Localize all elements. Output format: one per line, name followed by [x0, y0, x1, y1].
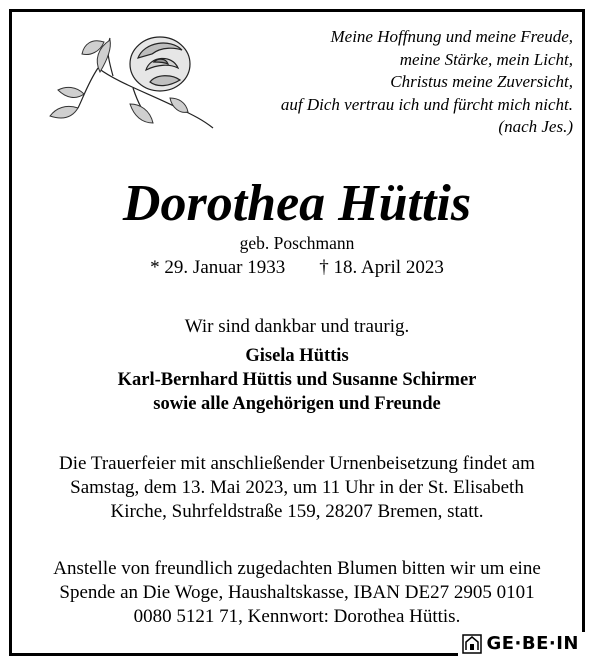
gebein-logo-text: GE·BE·IN: [486, 633, 579, 654]
funeral-line: Kirche, Suhrfeldstraße 159, 28207 Bremen, statt.: [110, 501, 484, 522]
funeral-line: Die Trauerfeier mit anschließender Urnenbeisetzung findet am: [59, 453, 535, 474]
verse-source: (nach Jes.): [498, 117, 573, 136]
gebein-logo: [458, 632, 585, 656]
gebein-logo-icon: [462, 634, 482, 654]
mourners-intro: Wir sind dankbar und traurig.: [184, 316, 410, 337]
donation-line: 0080 5121 71, Kennwort: Dorothea Hüttis.: [133, 606, 461, 627]
verse-line: meine Stärke, mein Licht,: [399, 49, 573, 69]
mourners-list: [12, 344, 582, 416]
verse-line: Christus meine Zuversicht,: [390, 72, 573, 91]
deceased-name: Dorothea Hüttis: [122, 175, 472, 232]
birth-date: * 29. Januar 1933: [150, 257, 286, 278]
verse-line: Meine Hoffnung und meine Freude,: [330, 27, 573, 46]
verse-line: auf Dich vertrau ich und fürcht mich nicht.: [280, 94, 573, 114]
mourner-name: Karl-Bernhard Hüttis und Susanne Schirmer: [117, 370, 477, 390]
bible-verse: [213, 26, 573, 139]
birth-name: geb. Poschmann: [239, 233, 355, 253]
life-dates: [12, 256, 582, 280]
mourner-name: sowie alle Angehörigen und Freunde: [153, 394, 441, 414]
obituary-notice: [9, 9, 585, 656]
rose-icon: [38, 28, 228, 138]
mourner-name: Gisela Hüttis: [245, 346, 349, 366]
donation-line: Spende an Die Woge, Haushaltskasse, IBAN DE27 2905 0101: [59, 582, 535, 603]
funeral-line: Samstag, dem 13. Mai 2023, um 11 Uhr in der St. Elisabeth: [70, 477, 524, 498]
funeral-info: [12, 452, 582, 524]
donation-line: Anstelle von freundlich zugedachten Blumen bitten wir um eine: [53, 558, 541, 579]
death-date: † 18. April 2023: [319, 257, 444, 278]
donation-info: [12, 557, 582, 629]
